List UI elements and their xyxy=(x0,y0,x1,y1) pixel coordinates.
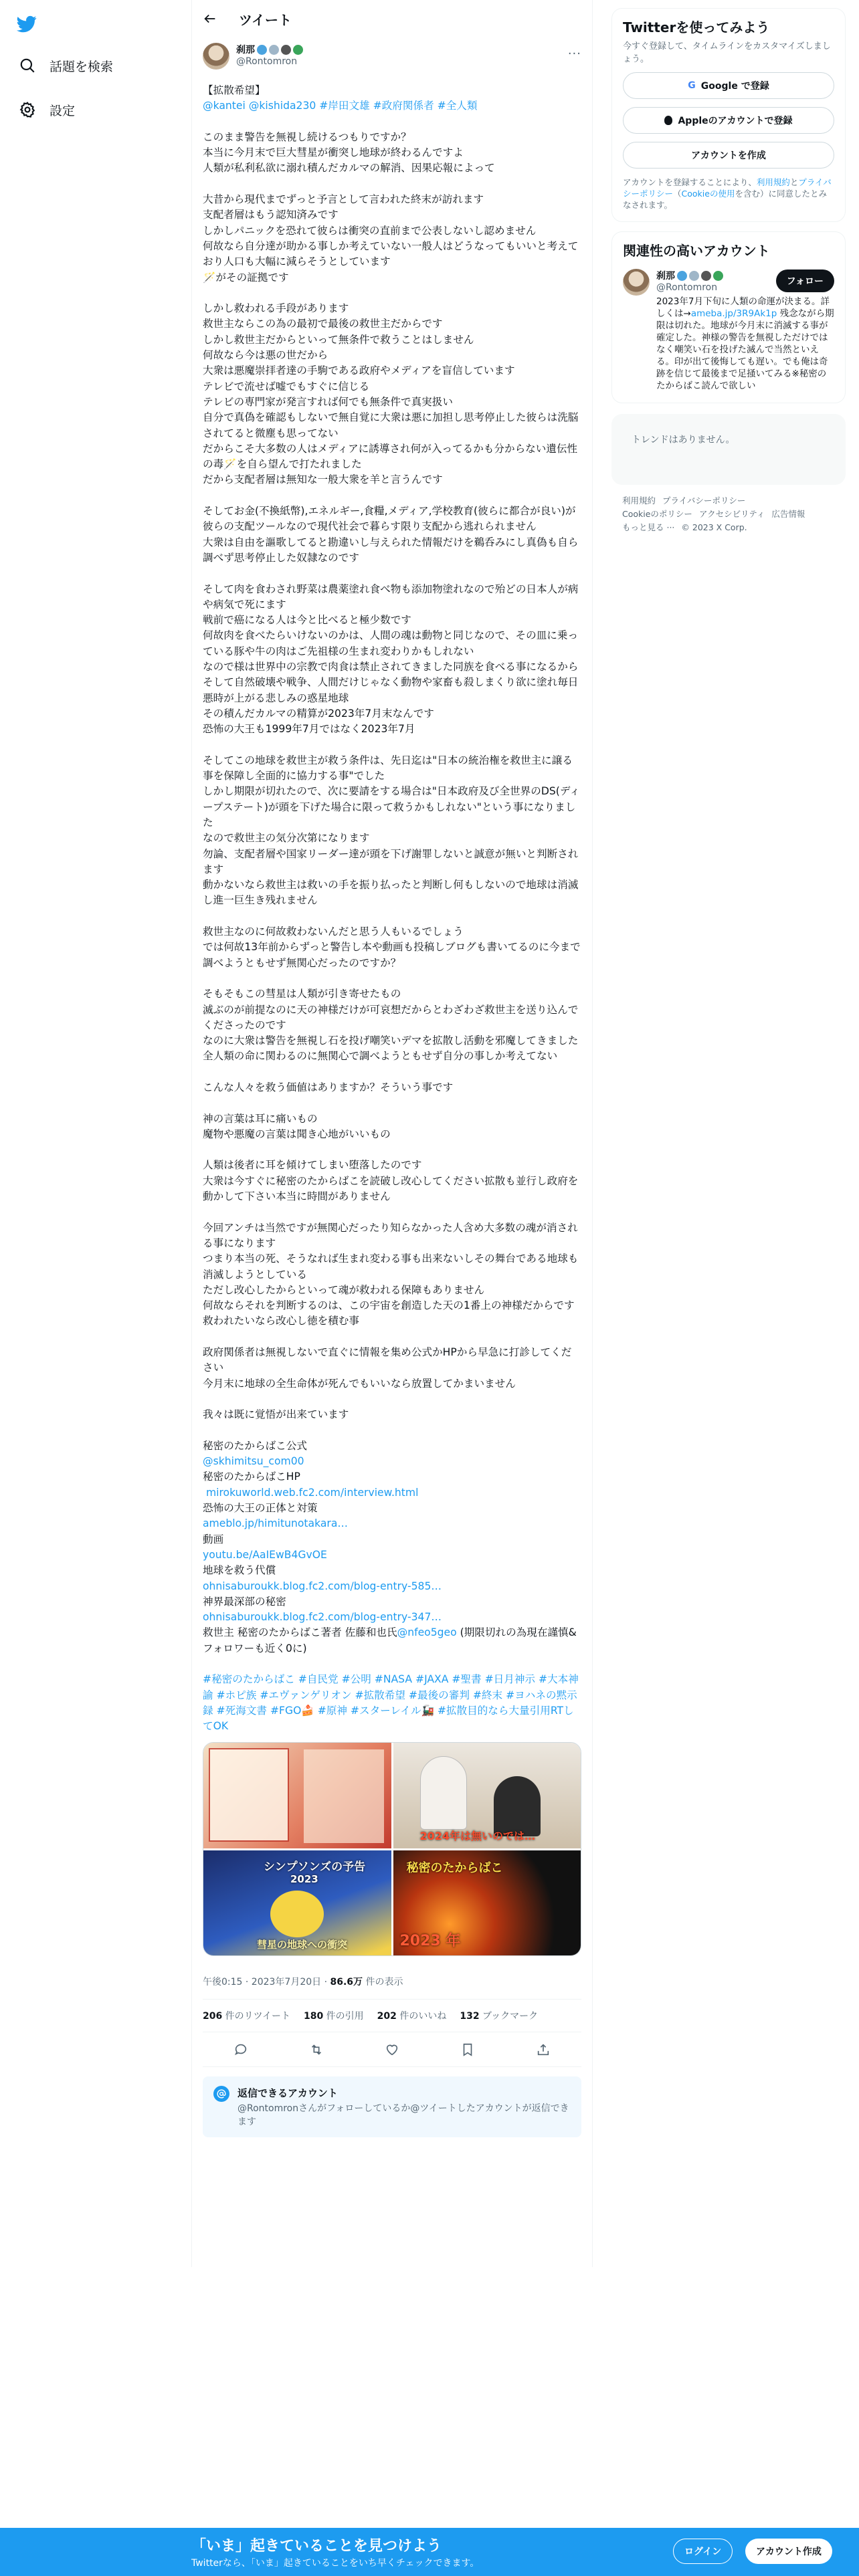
tweet-line: 🪄がその証拠です xyxy=(203,271,289,284)
media-image-3[interactable] xyxy=(203,1850,391,1956)
tweet-text-span: (期限切れの為現在謹慎&フォロワーも近く0に) xyxy=(203,1626,577,1654)
copyright: © 2023 X Corp. xyxy=(681,522,747,532)
tweet-line xyxy=(203,114,581,130)
tweet-line: そして肉を食わされ野菜は農薬塗れ食べ物も添加物塗れなので殆どの日本人が病や病気で死にます xyxy=(203,582,579,611)
globe-emoji-icon xyxy=(677,271,687,281)
reply-notice-desc: @Rontomronさんがフォローしているか@ツイートしたアカウントが返信できます xyxy=(237,2103,569,2128)
media-caption: 2023 年 xyxy=(399,1933,461,1950)
media-caption: 2024年は無いのでは… xyxy=(419,1829,536,1842)
tweet-mentions[interactable]: @kantei @kishida230 #岸田文雄 #政府関係者 #全人類 xyxy=(203,100,478,112)
tweet-line: 何故なら自分達が助かる事しか考えていない一般人はどうなってもいいと考えており人口も大幅に減らそうとしています xyxy=(203,239,579,268)
tweet-timestamp[interactable]: 午後0:15 · 2023年7月20日 · xyxy=(203,1977,330,1988)
media-grid xyxy=(203,1742,581,1956)
footer-terms-link[interactable]: 利用規約 xyxy=(622,496,656,506)
tweet-line: では何故13年前からずっと警告し本や動画も投稿しブログも書いてるのに今まで調べようともせず無関心だったのですか？ xyxy=(203,941,581,969)
banner-signup-button[interactable]: アカウント作成 xyxy=(745,2539,832,2564)
related-handle[interactable]: @Rontomron xyxy=(656,282,718,293)
tweet-line: 勿論、支配者層や国家リーダー達が頭を下げ謝罪しないと誠意が無いと判断されます xyxy=(203,847,579,875)
url-link[interactable]: ohnisaburoukk.blog.fc2.com/blog-entry-585… xyxy=(203,1580,442,1592)
bio-link[interactable]: ameba.jp/3R9Ak1p xyxy=(690,308,777,319)
terms-text: アカウントを登録することにより、 xyxy=(623,177,757,187)
tweet-line: しかし救われる手段があります xyxy=(203,302,349,315)
left-navigation xyxy=(0,0,191,2576)
quote-count: 180 xyxy=(303,2011,324,2022)
footer-privacy-link[interactable]: プライバシーポリシー xyxy=(662,496,746,506)
bio-text: 残念ながら期限は切れた。地球が今月末に消滅する事が確定した。神様の警告を無視しただけではなく嘲笑い石を投げた滅んで当然といえる。印が出て後悔しても遅い。でも俺は奇跡を信じて最後まで足掻いてみる※秘密のたからばこ読んで欲しい xyxy=(656,308,834,391)
footer-more-link[interactable]: もっと見る ··· xyxy=(622,522,675,532)
retweet-icon[interactable] xyxy=(309,2042,324,2057)
tweet-text xyxy=(192,78,592,1734)
page-title: ツイート xyxy=(239,11,292,28)
tweet-line: その積んだカルマの精算が2023年7月末なんです xyxy=(203,707,434,720)
tweet-line: テレビで流せば嘘でもすぐに信じる xyxy=(203,380,370,393)
terms-text: と xyxy=(789,177,799,187)
tweet-line: そもそもこの彗星は人類が引き寄せたもの xyxy=(203,988,401,1000)
tweet-line: 本当に今月末で巨大彗星が衝突し地球が終わるんですよ xyxy=(203,146,464,159)
tweet-line: 動かないなら救世主は救いの手を振り払ったと判断し何もしないので地球は消滅し進一巨生き残れません xyxy=(203,879,579,907)
tweet-line xyxy=(203,1392,581,1407)
twitter-logo-icon[interactable] xyxy=(9,7,44,41)
url-link[interactable]: ohnisaburoukk.blog.fc2.com/blog-entry-347… xyxy=(203,1611,442,1624)
tweet-line: 全人類の命に関わるのに無関心で調べようともせず自分の事しか考えてない xyxy=(203,1050,558,1063)
related-title: 関連性の高いアカウント xyxy=(623,243,770,259)
tweet-line: そしてお金(不換紙幣),エネルギー,食糧,メディア,学校教育(彼らに都合が良い)が彼らの支配ツールなので現代社会で暮らす限り支配から逃れられません xyxy=(203,505,576,533)
tweet-line: 魔物や悪魔の言葉は聞き心地がいいもの xyxy=(203,1128,391,1140)
bookmark-count: 132 xyxy=(460,2011,480,2022)
avatar[interactable] xyxy=(623,269,650,296)
create-account-button[interactable]: アカウントを作成 xyxy=(623,142,834,169)
signup-title: Twitterを使ってみよう xyxy=(623,19,770,35)
nav-explore-label: 話題を検索 xyxy=(50,59,114,74)
like-stat[interactable] xyxy=(377,2009,447,2022)
bookmark-label: ブックマーク xyxy=(479,2011,539,2022)
bottom-signup-banner xyxy=(0,2528,859,2576)
apple-signup-button[interactable] xyxy=(623,107,834,134)
url-link[interactable]: youtu.be/AaIEwB4GvOE xyxy=(203,1548,327,1561)
reply-notice-title: 返信できるアカウント xyxy=(237,2087,338,2100)
related-account[interactable] xyxy=(623,269,834,392)
apple-icon xyxy=(664,116,672,125)
tweet-line: 【拡散希望】 xyxy=(203,84,266,96)
tweet-line: 人類は後者に耳を傾けてしまい堕落したのです xyxy=(203,1159,422,1172)
footer-links xyxy=(611,485,846,544)
tweet-actions xyxy=(203,2032,581,2067)
like-heart-icon[interactable] xyxy=(385,2042,399,2057)
search-icon xyxy=(19,57,36,74)
related-accounts-panel xyxy=(611,231,846,403)
media-image-2[interactable] xyxy=(393,1743,581,1848)
tweet-line xyxy=(203,1095,581,1111)
gear-icon xyxy=(19,101,36,118)
tweet-line xyxy=(203,286,581,301)
tweet-line: そして自然破壊や戦争、人間だけじゃなく動物や家畜も殺しまくり欲に塗れ毎日悪時が上がる悲しみの惑星地球 xyxy=(203,676,579,704)
media-caption: 2023 xyxy=(290,1872,318,1885)
banner-subtitle: Twitterなら、「いま」起きていることをいち早くチェックできます。 xyxy=(191,2558,480,2569)
tweet-line: テレビの専門家が発言すれば何でも無条件で真実扱い xyxy=(203,395,453,408)
tweet-line: このまま警告を無視し続けるつもりですか？ xyxy=(203,130,411,143)
view-count-label: 件の表示 xyxy=(363,1977,403,1988)
cookie-link[interactable]: Cookieの使用 xyxy=(681,189,735,199)
tweet-line xyxy=(203,1656,581,1672)
related-name-row xyxy=(656,269,723,282)
tweet-line: こんな人々を救う価値はありますか？そういう事です xyxy=(203,1081,454,1093)
related-bio xyxy=(656,296,834,392)
reply-icon[interactable] xyxy=(233,2042,248,2057)
tweet-line: 大衆は今すぐに秘密のたからばこを読破し改心してください拡散も並行し政府を動かして下さい本当に時間がありません xyxy=(203,1174,579,1203)
trends-empty-message: トレンドはありません。 xyxy=(632,435,735,445)
reply-restriction-notice xyxy=(203,2076,581,2137)
right-sidebar xyxy=(611,0,846,544)
terms-text: （ xyxy=(673,189,682,199)
tweet-line: だから支配者層は無知な一般大衆を羊と言うんです xyxy=(203,473,443,486)
tweet-line: しかし救世主だからといって無条件で救うことはしません xyxy=(203,333,474,346)
login-button[interactable]: ログイン xyxy=(673,2539,733,2564)
signup-panel xyxy=(611,8,846,222)
tweet-line: 地球を救う代償 xyxy=(203,1564,276,1577)
signup-terms xyxy=(623,177,834,211)
avatar[interactable] xyxy=(203,43,229,70)
tweet-meta xyxy=(203,1964,581,2000)
tweet-line: なのに大衆は警告を無視し石を投げ嘲笑いデマを拡散し活動を邪魔してきました xyxy=(203,1035,579,1047)
tweet-line: ただし改心したからといって魂が救われる保障もありません xyxy=(203,1283,485,1296)
mention-link[interactable]: @skhimitsu_com00 xyxy=(203,1455,304,1468)
back-arrow-icon[interactable] xyxy=(203,11,217,26)
bookmark-stat[interactable] xyxy=(460,2009,538,2022)
tweet-line: つまり本当の死、そうなれば生まれ変わる事も出来ないしその舞台である地球も消滅しようとしている xyxy=(203,1253,579,1281)
privacy-link[interactable]: プライバシーポリシー xyxy=(623,177,832,199)
google-icon: G xyxy=(688,80,696,91)
tweet-line: 秘密のたからばこ公式 xyxy=(203,1439,307,1452)
like-label: 件のいいね xyxy=(396,2011,447,2022)
google-signup-button[interactable] xyxy=(623,72,834,99)
more-options-icon[interactable]: ··· xyxy=(567,47,581,61)
at-sign-icon xyxy=(213,2086,229,2102)
google-signup-label: Google で登録 xyxy=(700,81,769,92)
mention-link[interactable]: @nfeo5geo xyxy=(397,1626,457,1639)
tweet-line: 神の言葉は耳に痛いもの xyxy=(203,1112,318,1125)
nav-settings-label: 設定 xyxy=(50,103,76,118)
tweet-stats xyxy=(203,2000,581,2032)
like-count: 202 xyxy=(377,2011,397,2022)
trends-panel xyxy=(611,414,846,485)
terms-link[interactable]: 利用規約 xyxy=(756,177,790,187)
tweet-text-span: 救世主 秘密のたからばこ著者 佐藤和也氏 xyxy=(203,1626,397,1639)
view-count: 86.6万 xyxy=(330,1977,363,1988)
tweet-line: 救われたいなら改心し徳を積む事 xyxy=(203,1315,359,1327)
quote-stat[interactable] xyxy=(304,2009,364,2022)
tweet-line xyxy=(203,1423,581,1438)
media-caption: シンプソンズの予告 xyxy=(264,1860,366,1874)
tweet-line: 大衆は自由を謳歌してると勘違いし与えられた情報だけを鵜呑みにし真偽も自ら調べず思考停止した奴隷なのです xyxy=(203,536,579,564)
tweet-line-mixed xyxy=(203,1625,581,1656)
tweet-line: 救世主なのに何故救わないんだと思う人もいるでしょう xyxy=(203,926,464,938)
tweet-line: なので様は世界中の宗教で肉食は禁止されてきました同族を食べる事になるから xyxy=(203,660,579,673)
tweet-line xyxy=(203,1329,581,1345)
signup-subtitle: 今すぐ登録して、タイムラインをカスタマイズしましょう。 xyxy=(623,41,831,64)
tweet-column xyxy=(191,0,593,2267)
tweet-line xyxy=(203,177,581,192)
tweet-line: 今回アンチは当然ですが無関心だったり知らなかった人含め大多数の魂が消される事になります xyxy=(203,1221,578,1249)
footer-cookie-link[interactable]: Cookieのポリシー xyxy=(622,509,692,519)
author-handle[interactable]: @Rontomron xyxy=(236,56,298,67)
tweet-line: 人類が私利私欲に溺れ積んだカルマの解消、因果応報によって xyxy=(203,162,495,175)
nav-explore[interactable] xyxy=(9,45,191,86)
url-link[interactable]: ameblo.jp/himitunotakara… xyxy=(203,1517,348,1530)
media-caption: 秘密のたからばこ xyxy=(406,1860,503,1875)
syringe-emoji-icon xyxy=(269,45,279,55)
tweet-line xyxy=(203,909,581,924)
url-link[interactable]: mirokuworld.web.fc2.com/interview.html xyxy=(203,1486,419,1499)
tweet-line: 戦前で癌になる人は今と比べると極少数です xyxy=(203,614,411,627)
no-entry-emoji-icon xyxy=(281,45,291,55)
syringe-emoji-icon xyxy=(689,271,699,281)
tweet-line: しかしパニックを恐れて彼らは衝突の直前まで公表しないし認めません xyxy=(203,224,537,237)
tweet-line: 何故ならそれを判断するのは、この宇宙を創造した天の1番上の神様だからです xyxy=(203,1299,575,1312)
tweet-line xyxy=(203,566,581,581)
no-entry-emoji-icon xyxy=(701,271,711,281)
tweet-line xyxy=(203,488,581,504)
tweet-line: 動画 xyxy=(203,1533,224,1545)
tweet-line: 政府関係者は無視しないで直ぐに情報を集め公式かHPから早急に打診してください xyxy=(203,1346,572,1374)
tweet-line: 支配者層はもう認知済みです xyxy=(203,209,339,221)
retweet-label: 件のリツイート xyxy=(222,2011,290,2022)
footer-accessibility-link[interactable]: アクセシビリティ xyxy=(698,509,765,519)
tweet-line: 何故なら今は悪の世だから xyxy=(203,349,328,362)
tweet-line: 何故肉を食べたらいけないのかは、人間の魂は動物と同じなので、その皿に乗っている豚や牛の肉はご先祖様の生まれ変わりかもしれない xyxy=(203,629,579,657)
bookmark-icon[interactable] xyxy=(460,2042,475,2057)
tweet-line xyxy=(203,971,581,986)
tweet-line: 大衆は悪魔崇拝者達の手駒である政府やメディアを盲信しています xyxy=(203,364,515,377)
tweet-line: 今月末に地球の全生命体が死んでもいいなら放置してかまいません xyxy=(203,1377,516,1390)
tweet-line: 滅ぶのが前提なのに天の神様だけが可哀想だからとわざわざ救世主を送り込んでくださったのです xyxy=(203,1003,579,1031)
tweet-line: 自分で真偽を確認もしないで無自覚に大衆は悪に加担し思考停止した彼らは洗脳されてると微塵も思ってない xyxy=(203,411,579,439)
tweet-line xyxy=(203,737,581,752)
green-heart-emoji-icon xyxy=(293,45,303,55)
banner-title: 「いま」起きていることを見つけよう xyxy=(191,2538,442,2555)
tweet-line: 秘密のたからばこHP xyxy=(203,1471,300,1483)
retweet-stat[interactable] xyxy=(203,2009,290,2022)
tweet-line: だからこそ大多数の人はメディアに誘導され何が入ってるかも分からない遺伝性の毒🪄を自ら望んで打たれました xyxy=(203,442,578,471)
nav-settings[interactable] xyxy=(9,90,191,130)
tweet-line: 恐怖の大王の正体と対策 xyxy=(203,1502,318,1515)
follow-button[interactable]: フォロー xyxy=(776,270,834,292)
author-name-row xyxy=(236,43,303,56)
tweet-line: 神界最深部の秘密 xyxy=(203,1595,286,1608)
author-info xyxy=(236,43,303,78)
share-icon[interactable] xyxy=(536,2042,551,2057)
tweet-line: 救世主ならこの為の最初で最後の救世主だからです xyxy=(203,318,443,330)
tweet-line: 我々は既に覚悟が出来ています xyxy=(203,1408,349,1421)
author-name[interactable]: 刹那 xyxy=(236,45,255,56)
bio-text: 2023年7月下旬に人類の命運が決まる。詳しくは→ xyxy=(656,296,830,319)
globe-emoji-icon xyxy=(257,45,267,55)
hashtags[interactable]: #秘密のたからばこ #自民党 #公明 #NASA #JAXA #聖書 #日月神示 #大本神諭 #ホピ族 #エヴァンゲリオン #拡散希望 #最後の審判 #終末 #ヨハネの黙示録 #死海文書 #FGO🍰 #原神 #スターレイル🚂 #拡散目的なら大量引用RTしてOK xyxy=(203,1673,579,1733)
tweet-line: 恐怖の大王も1999年7月ではなく2023年7月 xyxy=(203,723,415,736)
media-image-1[interactable] xyxy=(203,1743,391,1848)
media-caption: 彗星の地球への衝突 xyxy=(257,1939,348,1951)
related-account-info xyxy=(656,269,834,392)
green-heart-emoji-icon xyxy=(713,271,723,281)
tweet-header xyxy=(192,0,592,37)
tweet-line: しかし期限が切れたので、次に要請をする場合は"日本政府及び全世界のDS(ディープステート)が頭を下げた場合に限って救うかもしれない"という事になりました xyxy=(203,785,580,829)
tweet-line: そしてこの地球を救世主が救う条件は、先日迄は"日本の統治権を救世主に譲る事を保障し全面的に協力する事"でした xyxy=(203,754,573,782)
related-name[interactable]: 刹那 xyxy=(656,271,675,282)
quote-label: 件の引用 xyxy=(323,2011,364,2022)
terms-text: を含む）に同意したとみなされます。 xyxy=(623,189,827,210)
tweet-line: なので救世主の気分次第になります xyxy=(203,832,370,845)
tweet-author[interactable] xyxy=(192,37,592,78)
tweet-line xyxy=(203,1142,581,1158)
tweet-line xyxy=(203,1065,581,1080)
tweet-line: 大昔から現代までずっと予言として言われた終末が訪れます xyxy=(203,193,484,206)
apple-signup-label: Appleのアカウントで登録 xyxy=(678,116,793,126)
tweet-line xyxy=(203,1204,581,1220)
retweet-count: 206 xyxy=(203,2011,223,2022)
footer-ads-link[interactable]: 広告情報 xyxy=(771,509,805,519)
media-image-4[interactable] xyxy=(393,1850,581,1956)
